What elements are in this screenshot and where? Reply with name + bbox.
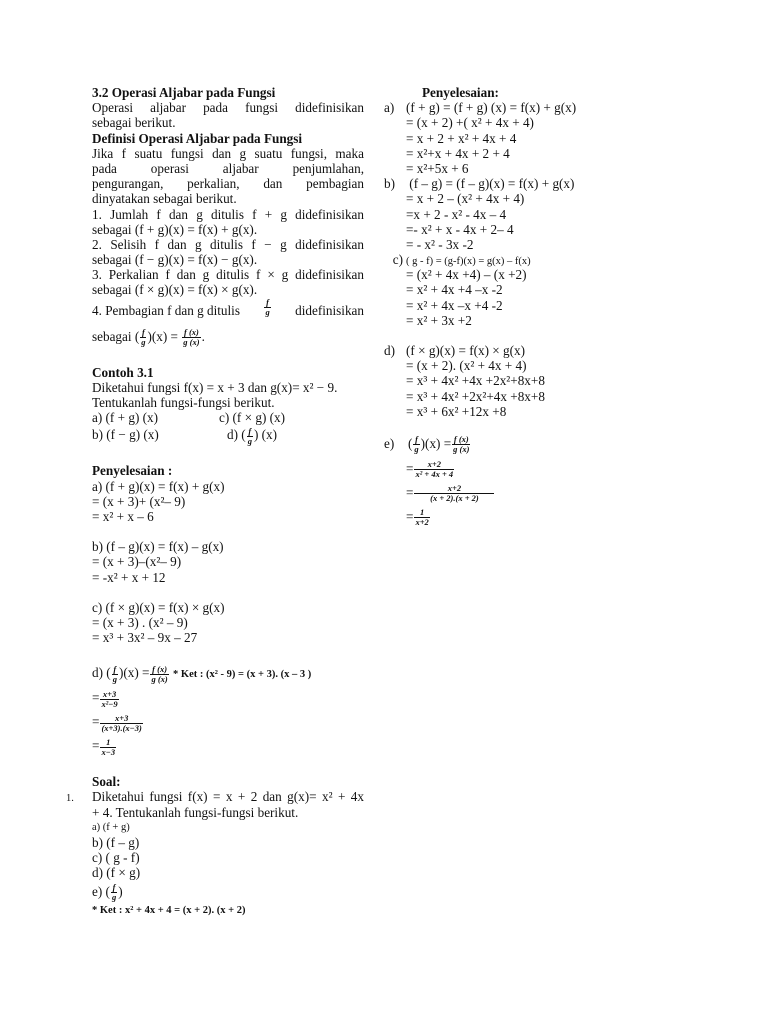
- numerator: x+3: [102, 688, 117, 699]
- solution-line: c) (f × g)(x) = f(x) × g(x): [92, 599, 225, 615]
- solution-line: [384, 252, 614, 267]
- numerator: f: [266, 296, 269, 307]
- denominator: g: [141, 337, 146, 348]
- equals: =: [406, 508, 414, 524]
- solution-line: [92, 660, 364, 686]
- solution-line: =- x² + x - 4x + 2– 4: [406, 221, 514, 237]
- solution-title: Penyelesaian :: [92, 463, 173, 479]
- solution-line: [384, 431, 614, 457]
- definition-line: pada operasi aljabar penjumlahan,: [92, 160, 364, 176]
- fraction-f-over-g: [111, 883, 117, 902]
- item-label: c): [392, 252, 403, 268]
- fraction: [414, 460, 454, 479]
- solution-line: = x²+x + 4x + 2 + 4: [406, 145, 510, 161]
- solution-line: [92, 710, 364, 734]
- numerator: f: [248, 425, 252, 436]
- example-item: c) (f × g) (x): [219, 410, 286, 426]
- solution-line: = x³ + 4x² +2x²+4x +8x+8: [406, 388, 545, 404]
- exercise-line: [66, 789, 364, 805]
- solution-line: = (x² + 4x +4) – (x +2): [406, 267, 527, 283]
- solution-text: )(x) =: [420, 435, 452, 451]
- example-line: Diketahui fungsi f(x) = x + 3 dan g(x)= x² − 9.: [92, 379, 338, 395]
- numerator: f: [113, 663, 117, 674]
- solution-text: )(x) =: [118, 665, 150, 681]
- solution-line: = x³ + 4x² +4x +2x²+8x+8: [406, 373, 545, 389]
- fraction-f-over-g: [247, 427, 253, 446]
- item-label: e): [384, 435, 395, 451]
- item-label: a): [384, 100, 395, 116]
- solution-line: = - x² - 3x -2: [406, 236, 474, 252]
- equals: =: [92, 714, 100, 730]
- exercise-item: d) (f × g): [92, 865, 141, 881]
- equals: =: [92, 738, 100, 754]
- denominator: g: [414, 444, 419, 455]
- definition-line: pengurangan, perkalian, dan pembagian: [92, 176, 364, 192]
- exercise-item: [92, 881, 364, 903]
- solution-line: = (x + 2). (x² + 4x + 4): [406, 358, 527, 374]
- exercise-text: Diketahui fungsi f(x) = x + 2 dan g(x)= x² + 4x: [92, 789, 364, 805]
- rule-text: didefinisikan: [295, 302, 364, 318]
- solution-line: = x² + 4x +4 –x -2: [406, 282, 503, 298]
- fraction-f-over-g: [112, 665, 118, 684]
- solution-line: = (x + 2) +( x² + 4x + 4): [406, 115, 534, 131]
- fraction: [100, 690, 118, 709]
- exercise-line: + 4. Tentukanlah fungsi-fungsi berikut.: [92, 804, 299, 820]
- denominator: x²−9: [101, 698, 118, 709]
- numerator: f: [112, 882, 116, 893]
- numerator: x+2: [447, 483, 462, 494]
- fraction: [100, 738, 116, 757]
- solution-line: = x²+5x + 6: [406, 160, 469, 176]
- exercise-item: a) (f + g): [92, 821, 130, 833]
- left-column: [66, 85, 364, 918]
- solution-line: [384, 505, 614, 529]
- fraction-f-over-g: [413, 435, 419, 454]
- fraction-fx-over-gx: [150, 665, 168, 684]
- fraction: [414, 484, 494, 503]
- example-title: Contoh 3.1: [92, 364, 154, 380]
- solution-line: = x³ + 3x² – 9x – 27: [92, 630, 198, 646]
- rule-line: sebagai (f × g)(x) = f(x) × g(x).: [92, 282, 258, 298]
- solution-line: = x² + 3x +2: [406, 312, 472, 328]
- rule-line: 3. Perkalian f dan g ditulis f × g didefinisikan: [92, 267, 364, 283]
- exercise-text: e) (: [92, 883, 110, 899]
- rule-line: [92, 298, 364, 324]
- denominator: g: [111, 892, 117, 903]
- solution-line: [384, 481, 614, 505]
- rule-line: [92, 324, 364, 350]
- solution-line: [92, 686, 364, 710]
- denominator: (x + 2).(x + 2): [414, 493, 494, 503]
- denominator: g: [247, 435, 252, 446]
- numerator: f: [141, 327, 145, 338]
- example-item: d) (: [227, 427, 246, 443]
- fraction-fx-over-gx: [182, 328, 200, 347]
- section-title: 3.2 Operasi Aljabar pada Fungsi: [92, 85, 276, 100]
- denominator: g: [112, 673, 117, 684]
- rule-text: .: [201, 328, 205, 344]
- equals: =: [406, 460, 414, 476]
- solution-line: = x + 2 + x² + 4x + 4: [406, 130, 517, 146]
- exercise-item: b) (f – g): [92, 835, 140, 850]
- intro-line: sebagai berikut.: [92, 115, 176, 131]
- denominator: x² + 4x + 4: [415, 469, 454, 480]
- note: * Ket : x² + 4x + 4 = (x + 2). (x + 2): [92, 904, 246, 916]
- example-line: Tentukanlah fungsi-fungsi berikut.: [92, 395, 275, 410]
- solution-line: = x + 2 – (x² + 4x + 4): [406, 191, 525, 207]
- rule-text: )(x) =: [147, 328, 178, 344]
- solution-text: (f × g)(x) = f(x) × g(x): [406, 343, 525, 358]
- solution-line: [384, 457, 614, 481]
- fraction: [100, 714, 142, 733]
- numerator: f (x): [184, 327, 199, 338]
- denominator: x+2: [415, 517, 429, 528]
- numerator: f: [415, 434, 418, 445]
- note: * Ket : (x² - 9) = (x + 3). (x – 3 ): [173, 669, 312, 681]
- right-column: [384, 85, 614, 529]
- numerator: f (x): [453, 434, 469, 445]
- solution-line: [384, 100, 614, 115]
- numerator: f (x): [152, 663, 168, 674]
- solution-line: [92, 734, 364, 758]
- numerator: x+2: [427, 459, 441, 470]
- solution-text: d) (: [92, 665, 111, 681]
- denominator: g: [265, 306, 270, 317]
- fraction-f-over-g: [140, 328, 146, 347]
- rule-line: sebagai (f + g)(x) = f(x) + g(x).: [92, 221, 258, 237]
- fraction-f-over-g: [264, 298, 270, 324]
- exercise-title: Soal:: [92, 774, 121, 790]
- solution-line: = x² + 4x –x +4 -2: [406, 297, 503, 313]
- item-label: d): [384, 343, 395, 358]
- rule-text: sebagai (: [92, 328, 140, 344]
- solution-line: [384, 176, 614, 191]
- solution-line: = x³ + 6x² +12x +8: [406, 403, 507, 419]
- solution-text: ( g - f) = (g-f)(x) = g(x) – f(x): [406, 256, 531, 268]
- equals: =: [406, 484, 414, 500]
- rule-text: 4. Pembagian f dan g ditulis: [92, 302, 240, 318]
- example-item: b) (f − g) (x): [92, 427, 159, 443]
- exercise-text: ): [118, 883, 123, 899]
- rule-line: sebagai (f − g)(x) = f(x) − g(x).: [92, 252, 258, 268]
- example-line: [92, 425, 364, 445]
- solution-line: = -x² + x + 12: [92, 569, 166, 585]
- solution-text: (: [408, 435, 413, 451]
- definition-title: Definisi Operasi Aljabar pada Fungsi: [92, 130, 303, 146]
- denominator: x−3: [101, 746, 116, 757]
- item-label: b): [384, 176, 395, 192]
- solution-line: = (x + 3) . (x² – 9): [92, 614, 188, 630]
- denominator: (x+3).(x−3): [101, 722, 142, 733]
- solution-title: Penyelesaian:: [422, 85, 499, 100]
- intro-line: Operasi aljabar pada fungsi didefinisikan: [92, 100, 364, 116]
- solution-line: =x + 2 - x² - 4x – 4: [406, 206, 507, 222]
- solution-text: (f – g) = (f – g)(x) = f(x) + g(x): [406, 176, 575, 192]
- solution-line: = (x + 3)–(x²– 9): [92, 554, 182, 570]
- example-item: ) (x): [253, 427, 278, 443]
- fraction-fx-over-gx: [452, 435, 470, 454]
- solution-line: = x² + x – 6: [92, 508, 154, 524]
- numerator: 1: [106, 736, 111, 747]
- rule-line: 2. Selisih f dan g ditulis f − g didefinisikan: [92, 236, 364, 252]
- solution-text: (f + g) = (f + g) (x) = f(x) + g(x): [406, 100, 577, 116]
- fraction: [414, 508, 429, 527]
- equals: =: [92, 690, 100, 706]
- denominator: g (x): [453, 444, 470, 455]
- example-line: [92, 410, 364, 425]
- exercise-number: 1.: [66, 793, 74, 805]
- solution-line: [384, 343, 614, 358]
- numerator: x+3: [114, 712, 129, 723]
- denominator: g (x): [151, 673, 168, 684]
- solution-line: b) (f – g)(x) = f(x) – g(x): [92, 539, 224, 555]
- exercise-item: c) ( g - f): [92, 850, 140, 866]
- numerator: 1: [419, 507, 425, 518]
- rule-line: 1. Jumlah f dan g ditulis f + g didefinisikan: [92, 206, 364, 222]
- definition-line: Jika f suatu fungsi dan g suatu fungsi, maka: [92, 145, 364, 161]
- solution-line: a) (f + g)(x) = f(x) + g(x): [92, 478, 225, 494]
- example-item: a) (f + g) (x): [92, 410, 159, 426]
- denominator: g (x): [183, 337, 200, 348]
- solution-line: = (x + 3)+ (x²– 9): [92, 493, 186, 509]
- definition-line: dinyatakan sebagai berikut.: [92, 191, 237, 207]
